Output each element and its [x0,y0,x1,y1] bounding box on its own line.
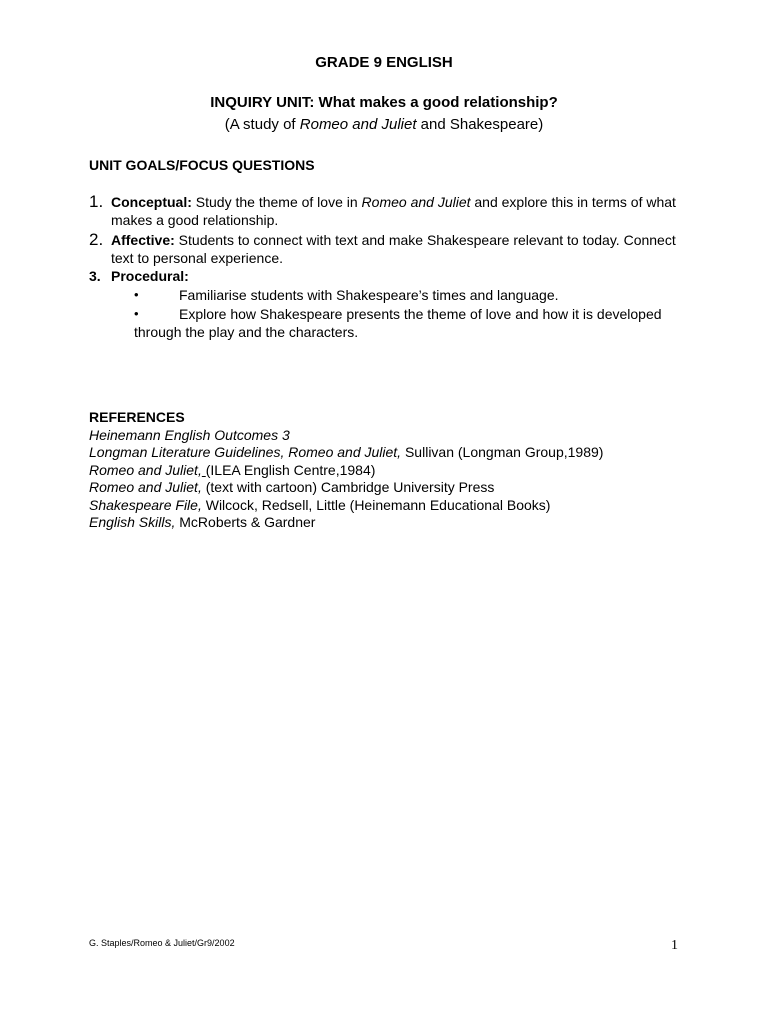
bullet-icon: • [134,306,139,321]
reference-item [89,479,729,496]
goal-text: Study the theme of love in [191,194,362,210]
goal-body [111,231,689,267]
goal-item-procedural [89,267,689,285]
bullet-icon: • [134,287,139,302]
goal-body [111,267,689,285]
reference-title: Heinemann English Outcomes 3 [89,427,290,443]
reference-item [89,444,729,461]
reference-item [89,427,729,444]
subtitle-prefix: (A study of [224,116,300,133]
reference-item [89,514,729,531]
goal-label: Procedural: [111,268,189,284]
procedural-bullet [134,305,674,341]
goals-heading: UNIT GOALS/FOCUS QUESTIONS [89,157,315,173]
bullet-text: Familiarise students with Shakespeare’s times and language. [179,287,559,303]
reference-details: (ILEA English Centre,1984) [205,461,376,478]
reference-title: Romeo and Juliet, [89,479,202,496]
reference-details: (text with cartoon) Cambridge University Press [201,479,495,496]
bullet-text: Explore how Shakespeare presents the theme of love and how it is developed through the play and the characters. [134,306,662,340]
reference-title: Longman Literature Guidelines, Romeo and Juliet, [89,444,402,461]
goal-number: 3. [89,268,101,284]
reference-details: McRoberts & Gardner [175,514,316,531]
reference-item [89,497,729,514]
goal-text-italic: Romeo and Juliet [361,194,471,210]
reference-title: Shakespeare File, [89,496,202,513]
references-heading: REFERENCES [89,409,185,425]
goal-number: 1. [89,192,104,211]
page-number: 1 [671,938,678,953]
goal-text-end: and explore this in terms of what makes a good relationship. [111,194,676,228]
goal-number: 2. [89,230,104,249]
subtitle-suffix: and Shakespeare) [416,116,544,133]
reference-details: Wilcock, Redsell, Little (Heinemann Educational Books) [201,496,551,513]
goal-item-affective [89,231,689,267]
goal-label: Affective: [111,232,175,248]
references-list [89,427,729,531]
reference-title: English Skills, [89,514,176,531]
goal-label: Conceptual: [111,194,192,210]
subtitle [0,116,768,134]
course-title: GRADE 9 ENGLISH [315,54,453,71]
subtitle-play-title: Romeo and Juliet [299,116,417,133]
inquiry-title: INQUIRY UNIT: What makes a good relationship? [210,94,558,111]
reference-item [89,462,729,479]
goal-body [111,193,689,229]
footer-credit: G. Staples/Romeo & Juliet/Gr9/2002 [89,938,235,948]
goal-item-conceptual [89,193,689,229]
procedural-bullet [134,286,674,304]
reference-title: Romeo and Juliet, [89,461,202,478]
reference-details: Sullivan (Longman Group,1989) [401,444,604,461]
goal-text: Students to connect with text and make Shakespeare relevant to today. Connect text to personal experience. [111,232,676,266]
